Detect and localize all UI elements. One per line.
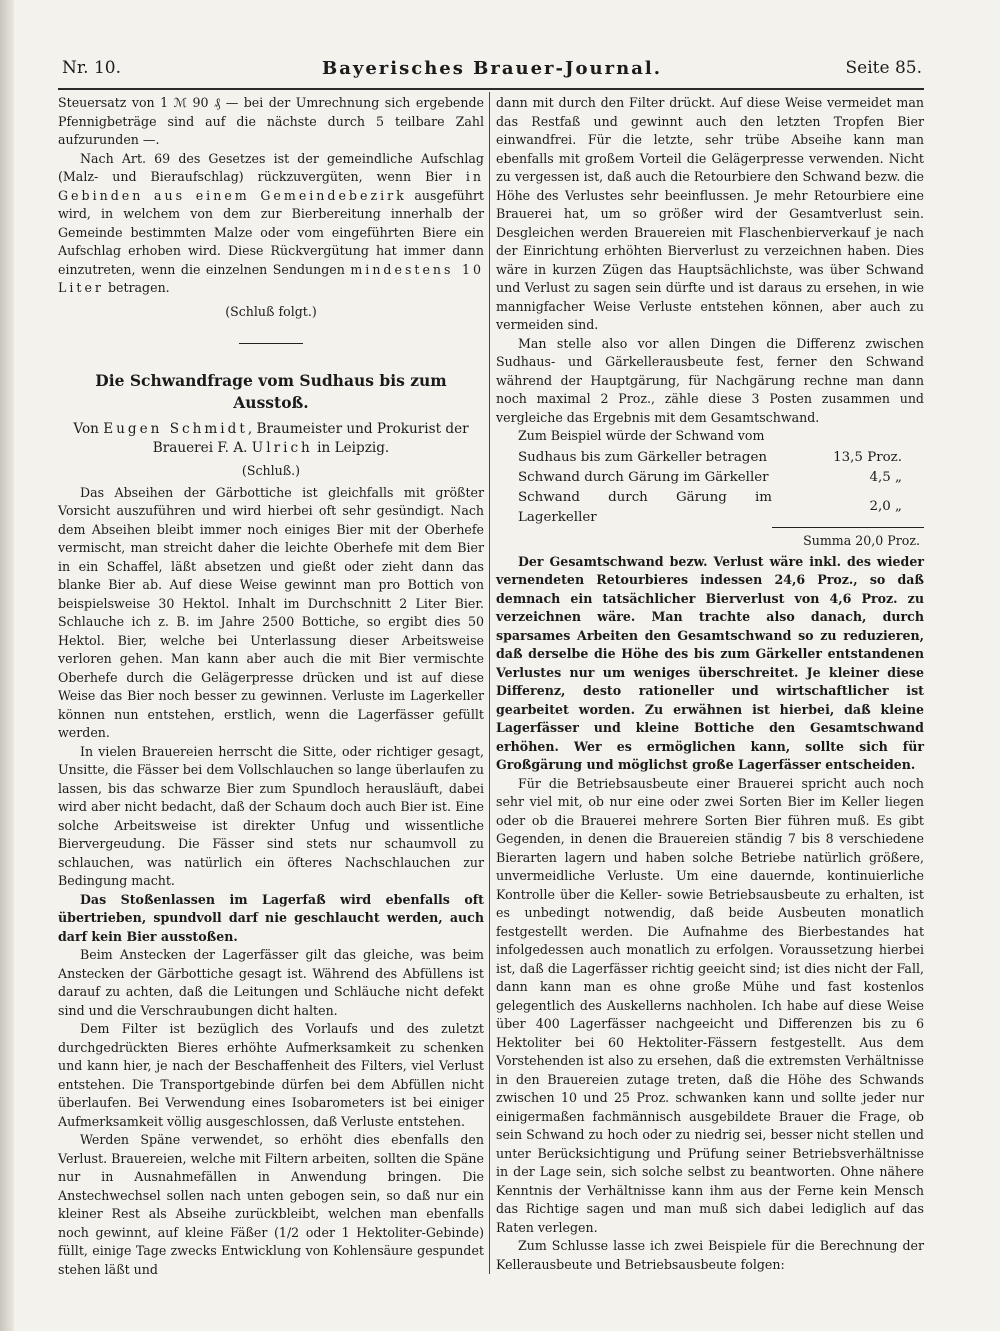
spaced-emphasis: in Gebinden aus einem Gemeindebezirk [58,169,484,203]
spaced-emphasis: mindestens 10 Liter [58,261,484,295]
table-row [496,488,924,528]
to-be-continued-note: (Schluß folgt.) [225,303,317,319]
journal-title: Bayerisches Brauer-Journal. [322,58,662,79]
header-rule [58,88,924,90]
paragraph-gesamtschwand: Der Gesamtschwand bezw. Verlust wäre inkl. des wieder vernendeten Retourbieres indessen 24,6 Proz., so daß demnach ein tatsächlicher Bierverlust von 4,6 Proz. zu verzeichnen wäre. Man trachte also danach, durch sparsames Arbeiten den Gesamtschwand so zu reduzieren, daß derselbe die Höhe des bis zum Gärkeller entstandenen Verlustes nur um weniges überschreitet. Je kleiner diese Differenz, desto rationeller und wirtschaftlicher ist gearbeitet worden. Zu erwähnen ist hierbei, daß kleine Lagerfässer und kleine Bottiche den Gesamtschwand erhöhen. Wer es ermöglichen kann, sollte sich für Großgärung und möglichst große Lagerfässer entscheiden. [496,553,924,772]
author-name: Eugen Schmidt [103,421,248,437]
paragraph-abseihen: Das Abseihen der Gärbottiche ist gleichfalls mit größter Vorsicht auszuführen und wird hierbei oft sehr gesündigt. Nach dem Abseihen bleibt immer noch einiges Bier mit der Oberhefe vermischt, man streicht daher die leichte Oberhefe mit dem Bier in ein Schaffel, läßt absetzen und gießt oder zieht dann das blanke Bier ab. Auf diese Weise gewinnt man pro Bottich von beispielsweise 30 Hektol. Inhalt im Durchschnitt 2 Liter Bier. Schlauche ich z. B. im Jahre 2500 Bottiche, so ergibt dies 50 Hektol. Bier, welche bei Unterlassung dieser Arbeitsweise verloren gehen. Man kann aber auch die mit Bier vermischte Oberhefe durch die Gelägerpresse drücken und ist auf diese Weise das Bier noch besser zu gewinnen. Verluste im Lagerkeller können nun entstehen, erstlich, wenn die Lagerfässer gefüllt werden. [58,484,484,740]
column-divider [489,92,490,1274]
paragraph-filter: Dem Filter ist bezüglich des Vorlaufs und des zuletzt durchgedrückten Bieres erhöhte Aufmerksamkeit zu schenken und kann hier, je nach der Beschaffenheit des Filters, viel Verlust entstehen. Die Transportgebinde dürfen bei dem Abfüllen nicht überlaufen. Bei Verwendung eines Isobarometers ist bei einiger Aufmerksamkeit völlig ausgeschlossen, daß Verluste entstehen. [58,1021,484,1129]
paragraph-betriebsausbeute: Für die Betriebsausbeute einer Brauerei spricht auch noch sehr viel mit, ob nur eine oder zwei Sorten Bier im Keller liegen oder ob die Brauerei mehrere Sorten Bier führen muß. Es gibt Gegenden, in denen die Brauereien ständig 7 bis 8 verschiedene Bierarten lagern und haben solche Betriebe natürlich größere, unvermeidliche Verluste. Um eine dauernde, kontinuierliche Kontrolle über die Keller- sowie Betriebsausbeute zu erhalten, ist es unbedingt notwendig, daß beide Ausbeuten monatlich festgestellt werden. Die Aufnahme des Bierbestandes hat infolgedessen auch monatlich zu erfolgen. Voraussetzung hierbei ist, daß die Lagerfässer richtig geeicht sind; ist dies nicht der Fall, dann kann man es ohne große Mühe und fast kostenlos gelegentlich des Auskellerns nachholen. Ich habe auf diese Weise über 400 Lagerfässer nachgeeicht und Differenzen bis zu 6 Hektoliter bei 60 Hektoliter-Fässern festgestellt. Aus dem Vorstehenden ist also zu ersehen, daß die extremsten Verhältnisse in den Brauereien zutage treten, daß die Höhe des Schwands zwischen 10 und 25 Proz. schwanken kann und sollte jeder nur einigermaßen fachmännisch ausgebildete Brauer die Frage, ob sein Schwand zu hoch oder zu niedrig sei, besser nicht stellen und unter Berücksichtigung und Prüfung seiner Betriebsverhältnisse in der Lage sein, sich solche selbst zu beantworten. Ohne nähere Kenntnis der Verhältnisse kann ihm aus der Ferne kein Mensch das Richtige sagen und man muß sich dabei lediglich auf das Raten verlegen. [496,775,924,1235]
example-intro: Zum Beispiel würde der Schwand vom [518,428,765,443]
table-row [496,468,924,488]
row-label: Schwand durch Gärung im Gärkeller [518,469,769,485]
continued-paragraph: Steuersatz von 1 ℳ 90 ₰ — bei der Umrechnung sich ergebende Pfennigbeträge sind auf die nächste durch 5 teilbare Zahl aufzurunden —. [58,95,484,147]
paragraph-spaene: Werden Späne verwendet, so erhöht dies ebenfalls den Verlust. Brauereien, welche mit Filtern arbeiten, sollten die Späne nur in Ausnahmefällen in Anwendung bringen. Die Anstechwechsel sollen nach unten gebogen sein, so daß nur ein kleiner Rest als Abseihe zurückbleibt, welchen man ebenfalls noch gewinnt, auf kleine Fäßer (1/2 oder 1 Hektoliter-Gebinde) füllt, einige Tage zwecks Entwicklung von Kohlensäure gespundet stehen läßt und [58,1132,484,1277]
paragraph-stossen: Das Stoßenlassen im Lagerfaß wird ebenfalls oft übertrieben, spundvoll darf nie geschlaucht werden, auch darf kein Bier ausstoßen. [58,891,484,944]
page-number: Seite 85. [845,58,922,78]
company-name: Ulrich [251,439,313,456]
paragraph-unsitte: In vielen Brauereien herrscht die Sitte, oder richtiger gesagt, Unsitte, die Fässer bei dem Vollschlauchen so lange überlaufen zu lassen, bis das schwarze Bier zum Spundloch herausläuft, dabei wird aber nicht bedacht, daß der Schaum doch auch Bier ist. Eine solche Arbeitsweise ist direkter Unfug und wissentliche Biervergeudung. Die Fässer sind stets nur schaumvoll zu schlauchen, was natürlich ein öfteres Nachschlauchen zur Bedingung macht. [58,743,484,888]
issue-number: Nr. 10. [62,58,121,78]
schwand-example-table [496,448,924,529]
row-value: 13,5 Proz. [833,449,902,465]
continued-paragraph-right: dann mit durch den Filter drückt. Auf diese Weise vermeidet man das Restfaß und gewinnt auch den letzten Tropfen Bier einwandfrei. Für die letzte, sehr trübe Abseihe kann man ebenfalls mit großem Vorteil die Gelägerpresse verwenden. Nicht zu vergessen ist, daß auch die Retourbiere den Schwand bezw. die Höhe des Verlustes sehr beeinflussen. Je mehr Retourbiere eine Brauerei hat, um so größer wird der Gesamtverlust sein. Desgleichen werden Brauereien mit Flaschenbierverkauf je nach der Einrichtung erhöhten Bierverlust zu verzeichnen haben. Dies wäre in kurzen Zügen das Hauptsächlichste, was über Schwand und Verlust zu sagen sein dürfte und ist daraus zu ersehen, in wie mannigfacher Weise Verluste entstehen können, aber auch zu vermeiden sind. [496,95,924,332]
article-title: Die Schwandfrage vom Sudhaus bis zum Ausstoß. [95,371,447,412]
conclusion-note: (Schluß.) [241,463,301,478]
row-label: Sudhaus bis zum Gärkeller betragen [518,449,767,465]
left-column [58,94,484,1279]
right-column [496,94,924,1274]
example-total: Summa 20,0 Proz. [803,533,920,548]
page-header [62,58,922,84]
article-byline: Von Eugen Schmidt, Braumeister und Prokurist der Brauerei F. A. Ulrich in Leipzig. [73,421,469,456]
paragraph-art-69: Nach Art. 69 des Gesetzes ist der gemeindliche Aufschlag (Malz- und Bieraufschlag) rückzuvergüten, wenn Bier in Gebinden aus einem Gemeindebezirk ausgeführt wird, in welchem von dem zur Bierbereitung innerhalb der Gemeinde bestimmten Malze oder vom eingeführten Biere ein Aufschlag erhoben wird. Diese Rückvergütung hat immer dann einzutreten, wenn die einzelnen Sendungen mindestens 10 Liter betragen. [58,150,484,295]
paragraph-schluss: Zum Schlusse lasse ich zwei Beispiele für die Berechnung der Kellerausbeute und Betriebsausbeute folgen: [496,1238,924,1272]
section-divider [239,343,303,344]
paragraph-anstecken: Beim Anstecken der Lagerfässer gilt das gleiche, was beim Anstecken der Gärbottiche gesagt ist. Während des Abfüllens ist darauf zu achten, daß die Leitungen und Schläuche nicht defekt sind und die Verschraubungen dicht halten. [58,947,484,1018]
table-row [496,448,924,468]
page-spine-shadow [0,0,14,1331]
row-label: Schwand durch Gärung im Lagerkeller [518,489,772,525]
row-value: 2,0 „ [772,488,924,528]
row-value: 4,5 „ [869,469,902,485]
paragraph-differenz: Man stelle also vor allen Dingen die Differenz zwischen Sudhaus- und Gärkellerausbeute fest, ferner den Schwand während der Hauptgärung, für Nachgärung rechne man dann noch maximal 2 Proz., zähle diese 3 Posten zusammen und vergleiche das Ergebnis mit dem Gesamtschwand. [496,335,924,425]
